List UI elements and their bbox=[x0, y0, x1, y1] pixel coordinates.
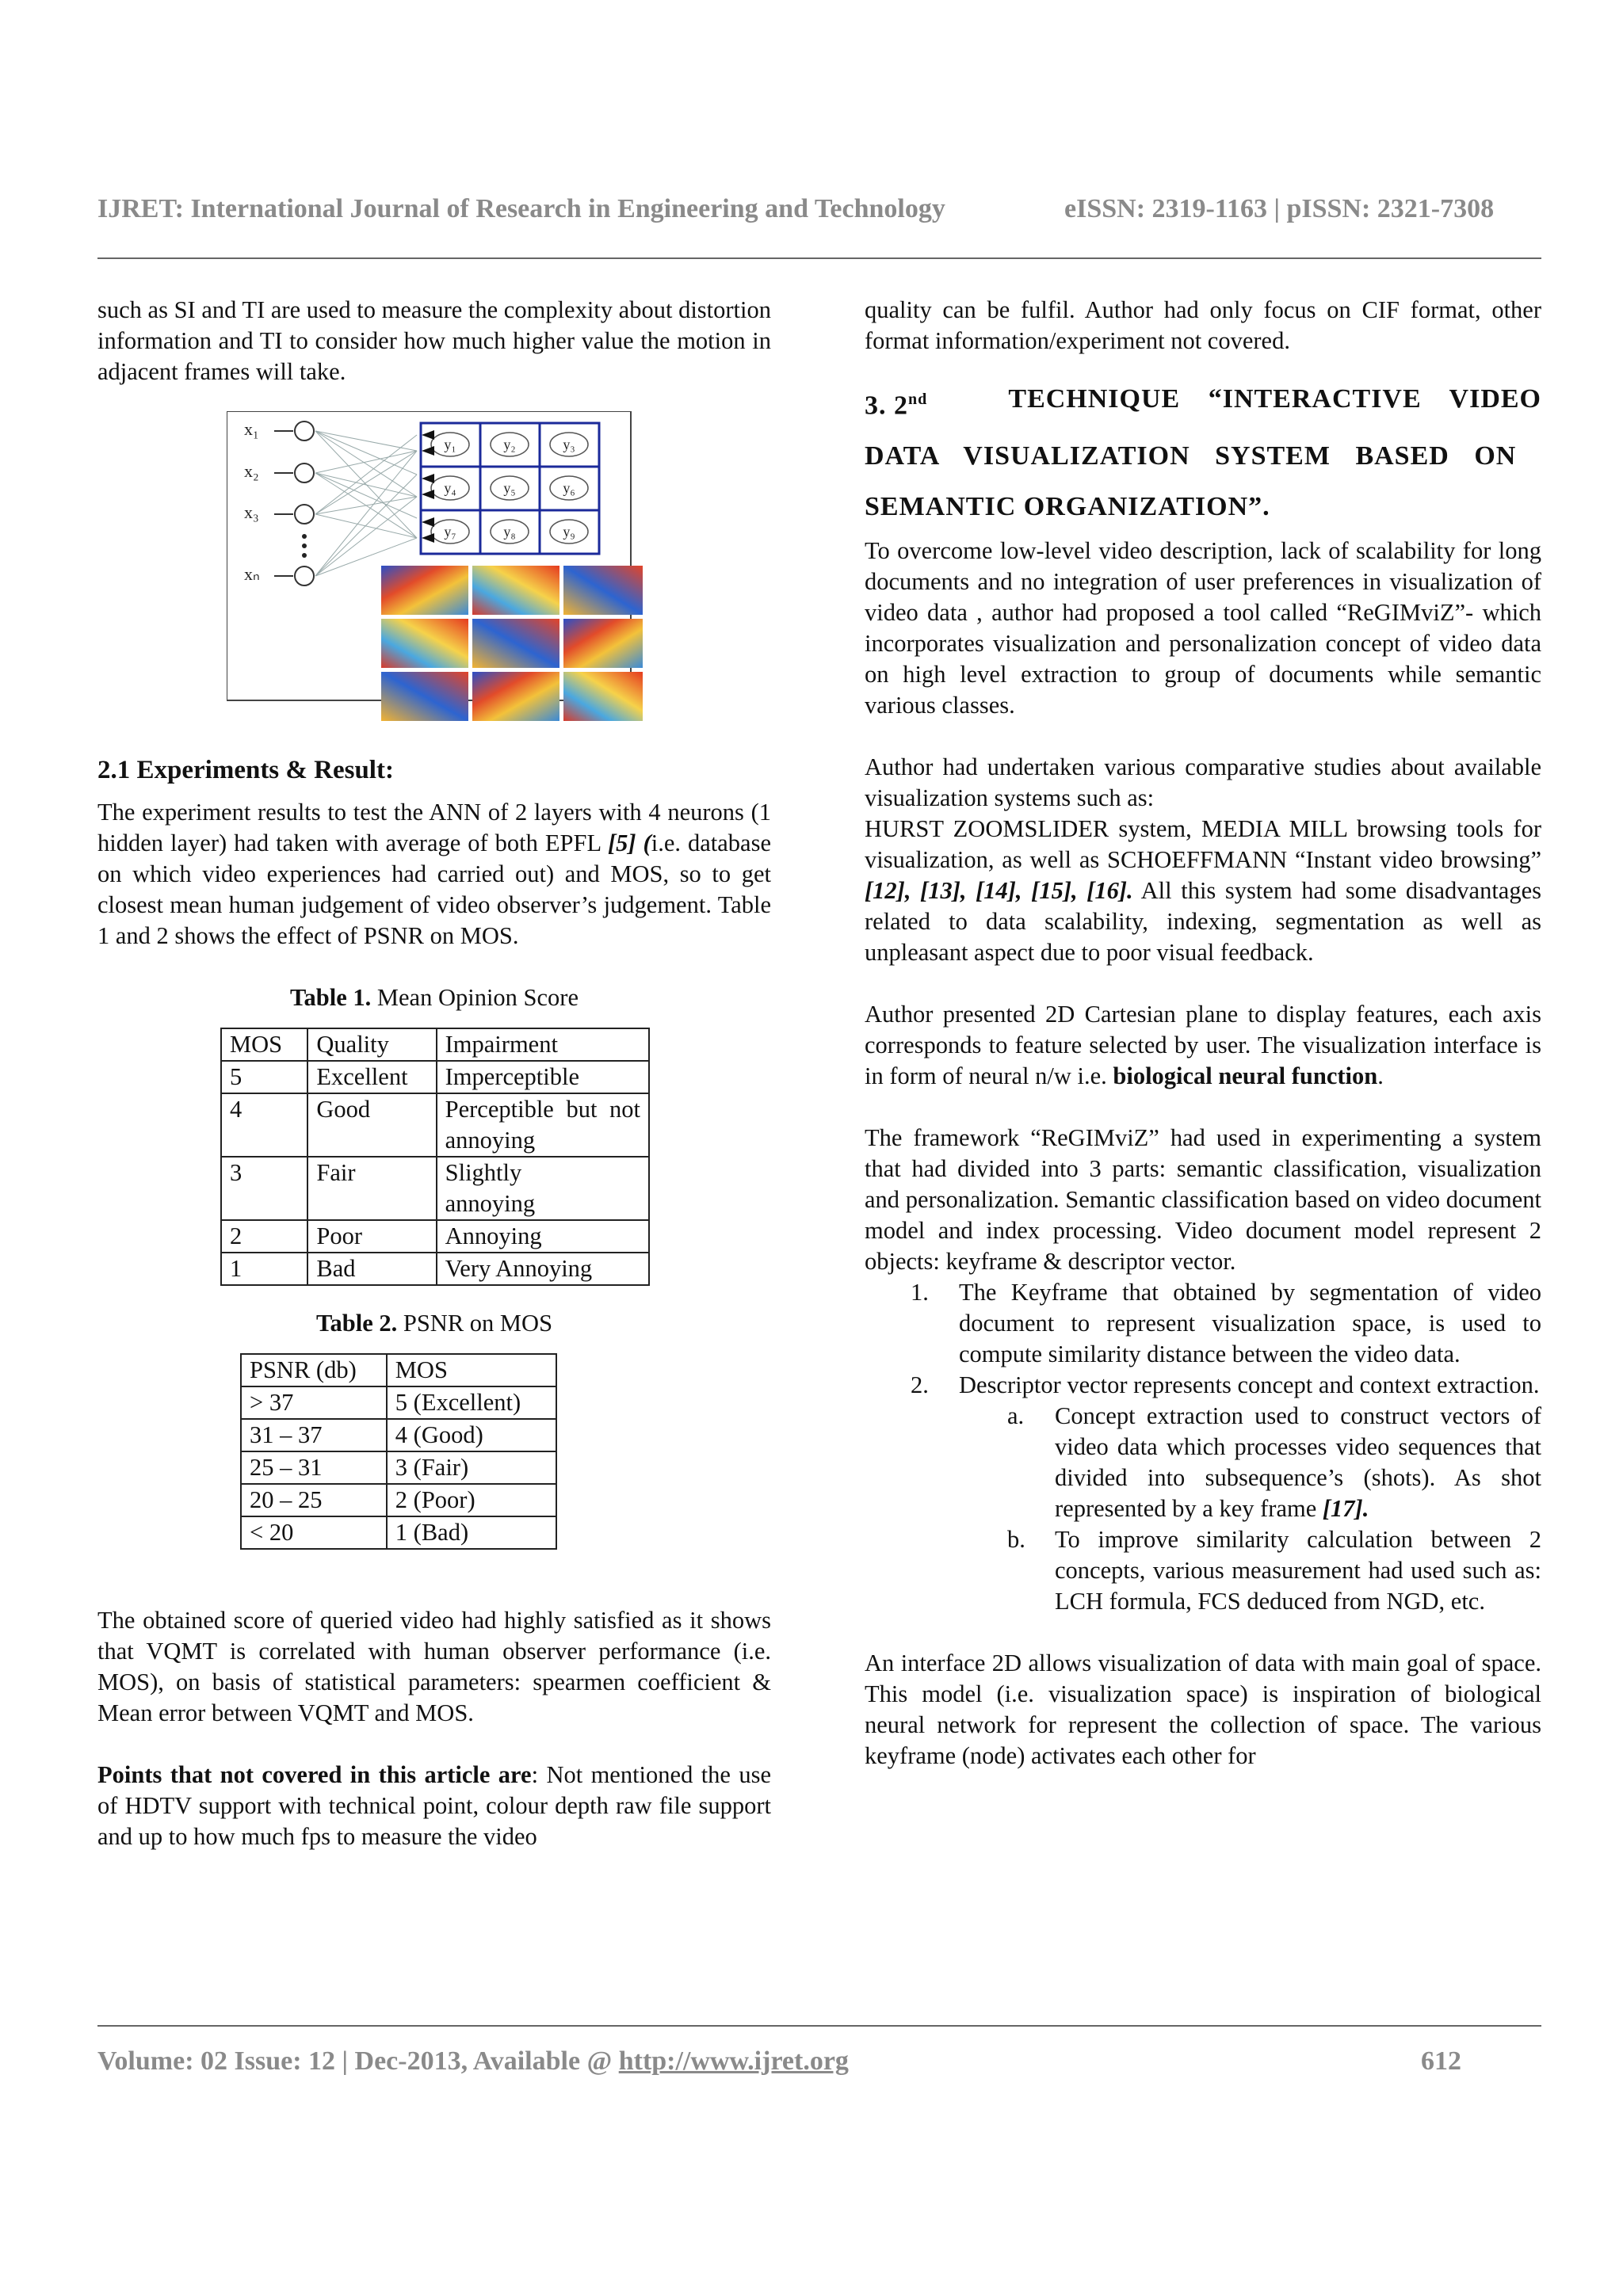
heatmap-tile bbox=[381, 672, 468, 721]
table-cell: Annoying bbox=[437, 1220, 649, 1253]
left-paragraph-3: The obtained score of queried video had highly satisfied as it shows that VQMT is correlated with human observer performance (i.e. MOS), on basis of statistical parameters: spearmen coefficient & Mean error between VQMT and MOS. bbox=[97, 1607, 771, 1726]
input-label: xₙ bbox=[244, 564, 260, 584]
table-row bbox=[221, 1253, 649, 1285]
table-row bbox=[241, 1516, 556, 1549]
heatmap-tile bbox=[472, 619, 559, 668]
input-node bbox=[295, 566, 314, 585]
citation-17: [17]. bbox=[1322, 1495, 1369, 1523]
input-node bbox=[295, 421, 314, 441]
table-cell: Very Annoying bbox=[437, 1253, 649, 1285]
journal-header: IJRET: International Journal of Research in Engineering and Technology bbox=[97, 194, 945, 223]
output-label: y₄ bbox=[444, 480, 456, 496]
ellipsis-dots bbox=[302, 534, 307, 558]
output-grid bbox=[421, 423, 599, 554]
output-label: y₂ bbox=[503, 437, 516, 452]
not-covered-heading: Points that not covered in this article are bbox=[97, 1761, 532, 1788]
input-label: x₂ bbox=[244, 461, 259, 481]
table-cell: 4 bbox=[221, 1093, 307, 1157]
sub-list-item bbox=[865, 1401, 1541, 1524]
right-paragraph-4 bbox=[865, 999, 1541, 1092]
table-1-title: Mean Opinion Score bbox=[371, 984, 579, 1011]
footer-text: Volume: 02 Issue: 12 | Dec-2013, Available @ bbox=[97, 2046, 619, 2076]
p4-text-end: . bbox=[1377, 1062, 1384, 1090]
heatmap-tile bbox=[472, 672, 559, 721]
table-cell: 3 bbox=[221, 1157, 307, 1220]
table-header-cell: MOS bbox=[221, 1028, 307, 1061]
section-3-title-line-1 bbox=[865, 374, 1541, 431]
table-2-label: Table 2. bbox=[315, 1310, 398, 1337]
citations-12-16: [12], [13], [14], [15], [16]. bbox=[865, 877, 1133, 905]
page-number: 612 bbox=[1421, 2046, 1461, 2076]
table-cell: > 37 bbox=[241, 1386, 387, 1419]
section-3-num-text: 3. 2 bbox=[865, 391, 908, 421]
p3-text-b: HURST ZOOMSLIDER system, MEDIA MILL browsing tools for visualization, as well as SCHOEFFMANN “Instant video browsing” bbox=[865, 815, 1541, 874]
table-cell: Bad bbox=[307, 1253, 436, 1285]
table-row bbox=[241, 1484, 556, 1516]
table-cell: 2 (Poor) bbox=[387, 1484, 556, 1516]
table-cell: 5 (Excellent) bbox=[387, 1386, 556, 1419]
section-3-number bbox=[865, 374, 927, 431]
right-paragraph-6: An interface 2D allows visualization of data with main goal of space. This model (i.e. visualization space) is inspiration of biological neural network for represent the collection of space. The various keyframe (node) activates each other for bbox=[865, 1650, 1541, 1770]
table-2-caption bbox=[97, 1308, 771, 1339]
table-row bbox=[221, 1061, 649, 1093]
table-cell: Slightly annoying bbox=[437, 1157, 649, 1220]
output-label: y₆ bbox=[563, 480, 575, 496]
footer-volume bbox=[97, 2046, 849, 2077]
heatmap-tile bbox=[563, 619, 643, 668]
section-3-title bbox=[865, 374, 1541, 532]
table-cell: 1 (Bad) bbox=[387, 1516, 556, 1549]
journal-link[interactable]: http://www.ijret.org bbox=[618, 2046, 849, 2076]
list-marker: 2. bbox=[911, 1371, 929, 1399]
citation-5: [5] ( bbox=[607, 830, 651, 856]
list-marker: b. bbox=[1007, 1526, 1025, 1554]
output-label: y₉ bbox=[563, 524, 575, 540]
table-2 bbox=[240, 1353, 557, 1550]
right-paragraph-5: The framework “ReGIMviZ” had used in experimenting a system that had divided into 3 parts: semantic classification, visualization and personalization. Semantic classification based on video document model and index processing. Video document model represent 2 objects: keyframe & descriptor vector. bbox=[865, 1124, 1541, 1276]
heatmap-tile bbox=[381, 566, 468, 615]
heatmap-tile bbox=[563, 672, 643, 721]
table-1 bbox=[220, 1028, 650, 1286]
table-row bbox=[241, 1419, 556, 1451]
list-marker: a. bbox=[1007, 1402, 1025, 1430]
table-cell: 5 bbox=[221, 1061, 307, 1093]
left-column bbox=[97, 295, 771, 1852]
table-cell: Good bbox=[307, 1093, 436, 1157]
left-paragraph-4 bbox=[97, 1760, 771, 1852]
output-label: y₇ bbox=[444, 524, 456, 540]
left-paragraph-1: such as SI and TI are used to measure the complexity about distortion information and TI to consider how much higher value the motion in adjacent frames will take. bbox=[97, 296, 771, 385]
heatmap-tiles bbox=[381, 566, 643, 721]
table-cell: Perceptible but not annoying bbox=[437, 1093, 649, 1157]
input-label: x₃ bbox=[244, 502, 259, 522]
p4-bold-term: biological neural function bbox=[1113, 1062, 1378, 1090]
ann-figure bbox=[227, 411, 647, 728]
section-title-experiments: 2.1 Experiments & Result: bbox=[97, 756, 394, 784]
issn-header: eISSN: 2319-1163 | pISSN: 2321-7308 bbox=[1064, 194, 1495, 223]
left-paragraph-2 bbox=[97, 797, 771, 952]
heatmap-tile bbox=[563, 566, 643, 615]
table-cell: 20 – 25 bbox=[241, 1484, 387, 1516]
list-item bbox=[865, 1370, 1541, 1401]
table-cell: Poor bbox=[307, 1220, 436, 1253]
list-item-text: Descriptor vector represents concept and context extraction. bbox=[959, 1371, 1540, 1399]
output-label: y₅ bbox=[503, 480, 516, 496]
right-paragraph-2: To overcome low-level video description, lack of scalability for long documents and no integration of user preferences in visualization of video data , author had proposed a tool called “ReGIMviZ”- which incorporates visualization and personalization concept of video data on high level extraction to group of documents while semantic various classes. bbox=[865, 537, 1541, 719]
input-node bbox=[295, 463, 314, 482]
heatmap-tile bbox=[472, 566, 559, 615]
table-1-label: Table 1. bbox=[289, 984, 372, 1011]
right-column bbox=[865, 295, 1541, 1772]
ann-diagram-svg bbox=[227, 411, 647, 728]
right-paragraph-1: quality can be fulfil. Author had only focus on CIF format, other format information/experiment not covered. bbox=[865, 296, 1541, 354]
table-row bbox=[221, 1093, 649, 1157]
table-header-cell: Quality bbox=[307, 1028, 436, 1061]
output-label: y₃ bbox=[563, 437, 575, 452]
output-label: y₁ bbox=[444, 437, 456, 452]
table-cell: 3 (Fair) bbox=[387, 1451, 556, 1484]
footer-rule bbox=[97, 2025, 1541, 2027]
p4-text-a: Author presented 2D Cartesian plane to display features, each axis corresponds to feature selected by user. The visualization interface is in form of neural n/w i.e. bbox=[865, 1001, 1541, 1090]
table-cell: 4 (Good) bbox=[387, 1419, 556, 1451]
table-cell: < 20 bbox=[241, 1516, 387, 1549]
list-marker: 1. bbox=[911, 1279, 929, 1306]
section-3-title-line-2: DATA VISUALIZATION SYSTEM BASED ON bbox=[865, 441, 1517, 471]
table-row bbox=[241, 1451, 556, 1484]
heatmap-tile bbox=[381, 619, 468, 668]
section-3-title-line-3: SEMANTIC ORGANIZATION”. bbox=[865, 492, 1270, 522]
section-3-line-1-rest: TECHNIQUE “INTERACTIVE VIDEO bbox=[1008, 384, 1541, 414]
table-1-caption bbox=[97, 982, 771, 1013]
table-row bbox=[241, 1354, 556, 1386]
section-3-sup: nd bbox=[908, 391, 928, 408]
right-paragraph-3b bbox=[865, 814, 1541, 968]
table-cell: 1 bbox=[221, 1253, 307, 1285]
p2-text-b: i.e. database on which video experiences had carried out) and MOS, so to get closest mean human judgement of video observer’s judgement. Table 1 and 2 shows the effect of PSNR on MOS. bbox=[97, 830, 771, 949]
p2-text-a: The experiment results to test the ANN of 2 layers with 4 neurons (1 hidden layer) had taken with average of both EPFL bbox=[97, 799, 771, 856]
table-cell: 25 – 31 bbox=[241, 1451, 387, 1484]
sub-list-item bbox=[865, 1524, 1541, 1617]
table-cell: 2 bbox=[221, 1220, 307, 1253]
table-cell: 31 – 37 bbox=[241, 1419, 387, 1451]
table-row bbox=[241, 1386, 556, 1419]
table-row bbox=[221, 1157, 649, 1220]
right-paragraph-3a: Author had undertaken various comparative studies about available visualization systems such as: bbox=[865, 753, 1541, 812]
output-label: y₈ bbox=[503, 524, 516, 540]
numbered-list bbox=[865, 1277, 1541, 1617]
table-row bbox=[221, 1028, 649, 1061]
header-rule bbox=[97, 257, 1541, 259]
input-node bbox=[295, 505, 314, 524]
sub-list-item-text: Concept extraction used to construct vectors of video data which processes video sequences that divided into subsequence’s (shots). As shot represented by a key frame bbox=[1055, 1402, 1541, 1523]
table-cell: Fair bbox=[307, 1157, 436, 1220]
not-covered-text: : Not mentioned the use of HDTV support with technical point, colour depth raw file support and up to how much fps to measure the video bbox=[97, 1761, 771, 1850]
table-cell: Excellent bbox=[307, 1061, 436, 1093]
sub-list-item-text: To improve similarity calculation between 2 concepts, various measurement had used such as: LCH formula, FCS deduced from NGD, etc. bbox=[1055, 1526, 1541, 1615]
input-label: x₁ bbox=[244, 419, 259, 439]
table-header-cell: Impairment bbox=[437, 1028, 649, 1061]
table-2-title: PSNR on MOS bbox=[397, 1310, 553, 1337]
list-item-text: The Keyframe that obtained by segmentation of video document to represent visualization space, is used to compute similarity distance between the video data. bbox=[959, 1279, 1541, 1368]
table-cell: Imperceptible bbox=[437, 1061, 649, 1093]
list-item bbox=[865, 1277, 1541, 1370]
table-header-cell: PSNR (db) bbox=[241, 1354, 387, 1386]
p3-text-c: All this system had some disadvantages related to data scalability, indexing, segmentation as well as unpleasant aspect due to poor visual feedback. bbox=[865, 877, 1541, 967]
table-row bbox=[221, 1220, 649, 1253]
table-header-cell: MOS bbox=[387, 1354, 556, 1386]
